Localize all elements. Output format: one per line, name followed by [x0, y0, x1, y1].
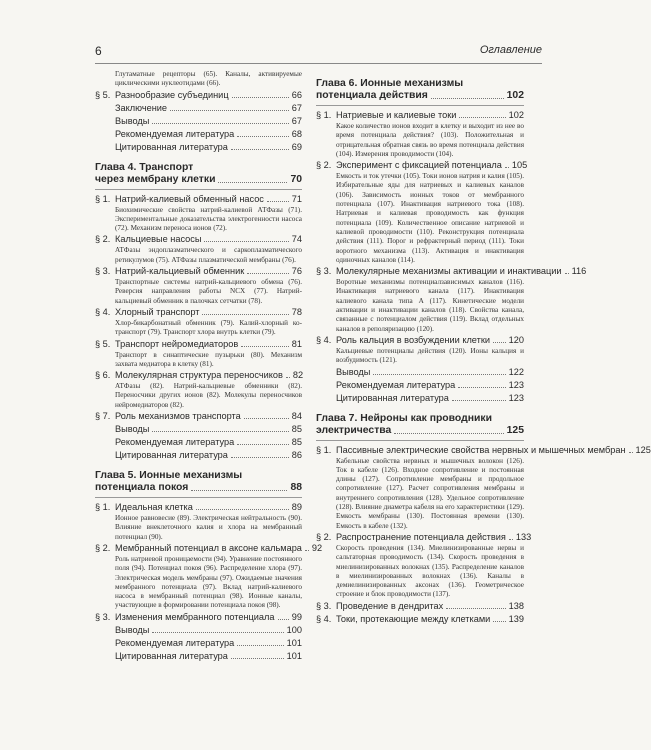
chapter-title-line: [95, 470, 302, 482]
entry-title: Выводы: [336, 366, 371, 377]
entry-page: 123: [508, 392, 524, 403]
toc-entry-row: [95, 449, 302, 462]
entry-page: 85: [291, 424, 302, 435]
toc-entry-row: [95, 637, 302, 650]
toc-entry[interactable]: [95, 650, 302, 663]
leader-dots: [493, 621, 505, 622]
entry-page: 85: [291, 437, 302, 448]
leader-dots: [231, 457, 289, 458]
entry-page: 139: [508, 613, 524, 624]
leader-dots: [204, 241, 288, 242]
leader-dots: [241, 346, 289, 347]
toc-entry[interactable]: [95, 338, 302, 351]
toc-entry[interactable]: [95, 102, 302, 115]
entry-title: Токи, протекающие между клетками: [336, 613, 491, 624]
toc-entry[interactable]: [316, 159, 528, 172]
section-number: § 4.: [95, 306, 111, 317]
toc-description: Емкость и ток утечки (105). Токи ионов натрия и калия (105). Избирательные яды для натриевых и калиевых каналов (106). Зависимость ионных токов от мембранного потенциала (107). Инактивация натриевого тока (108). Натриевая и калиевая проводимость как функция потенциала (109). Количественное описание натриевой и калиевой проводимости (110). Реконструкция потенциала действия (111). Порог и рефрактерный период (111). Токи воротного механизма (113). Активация и инактивация одиночных каналов (114).: [336, 172, 524, 264]
entry-page: 101: [286, 650, 302, 661]
chapter-title-line: [316, 425, 524, 437]
toc-description: АТФазы (82). Натрий-кальциевые обменники (82). Переносчики других ионов (82). Молекулы переносчиков нейромедиаторов (82).: [115, 382, 302, 409]
section-number: § 2.: [95, 234, 111, 245]
entry-title: Идеальная клетка: [115, 502, 193, 513]
section-number: § 1.: [316, 110, 332, 120]
leader-dots: [218, 182, 287, 183]
toc-entry[interactable]: [316, 109, 524, 122]
toc-entry[interactable]: [316, 600, 524, 613]
entry-title: Рекомендуемая литература: [336, 379, 456, 390]
leader-dots: [493, 342, 506, 343]
toc-description: Транспортные системы натрий-кальциевого обмена (76). Реверсия направления работы NCX (77). Натрий-кальциевый обменник в палочках сетчатки (78).: [115, 278, 302, 305]
chapter-heading[interactable]: [316, 78, 524, 106]
entry-title: Роль механизмов транспорта: [115, 411, 241, 422]
toc-description: Кабельные свойства нервных и мышечных волокон (126). Ток в кабеле (126). Входное сопротивление и постоянная длины (127). Сопротивление мембраны и продольное сопротивление (127). Расчет сопротивления мембраны и внутреннего сопротивления (128). Удельное сопротивление (128). Влияние диаметра кабеля на его характеристики (129). Емкость мембраны (130). Постоянная времени (130). Емкость в кабеле (132).: [336, 456, 524, 530]
entry-page: 67: [291, 102, 302, 113]
entry-page: 81: [291, 338, 302, 349]
chapter-separator: [316, 440, 524, 441]
toc-entry-row: [316, 334, 524, 347]
chapter-title-line: [95, 174, 302, 186]
entry-title: Хлорный транспорт: [115, 306, 200, 317]
chapter-title-line: [316, 90, 524, 102]
leader-dots: [629, 452, 633, 453]
section-number: § 3.: [316, 600, 332, 611]
toc-entry-row: [95, 410, 302, 423]
page-number: 6: [95, 44, 102, 58]
leader-dots: [170, 110, 289, 111]
leader-dots: [247, 273, 289, 274]
entry-title: Рекомендуемая литература: [115, 437, 235, 448]
section-number: § 4.: [316, 334, 332, 345]
entry-page: 102: [508, 110, 524, 120]
header-rule: [95, 63, 542, 64]
toc-entry-row: [95, 141, 302, 154]
toc-entry-row: [95, 338, 302, 351]
toc-entry[interactable]: [316, 334, 524, 347]
entry-page: 66: [291, 89, 302, 100]
leader-dots: [232, 97, 289, 98]
toc-entry[interactable]: [316, 444, 651, 457]
toc-entry-row: [95, 423, 302, 436]
toc-entry[interactable]: [95, 233, 302, 246]
toc-entry-row: [316, 109, 524, 122]
chapter-title: Глава 7. Нейроны как проводники: [316, 412, 492, 424]
chapter-separator: [95, 497, 302, 498]
running-head: Оглавление: [479, 44, 542, 56]
toc-entry-row: [95, 193, 302, 206]
toc-entry[interactable]: [95, 542, 323, 555]
toc-entry[interactable]: [316, 265, 587, 278]
leader-dots: [305, 550, 309, 551]
toc-entry[interactable]: [316, 366, 524, 379]
entry-page: 100: [286, 624, 302, 635]
leader-dots: [565, 273, 569, 274]
chapter-title: электричества: [316, 424, 392, 436]
toc-entry[interactable]: [95, 637, 302, 650]
entry-title: Заключение: [115, 102, 168, 113]
toc-entry[interactable]: [95, 141, 302, 154]
section-number: § 5.: [95, 89, 111, 100]
toc-description: Биохимические свойства натрий-калиевой АТФазы (71). Экспериментальные доказательства электрогенности насоса (72). Механизм переноса ионов (72).: [115, 205, 302, 233]
entry-title: Разнообразие субъединиц: [115, 89, 229, 100]
chapter-page: 88: [290, 482, 302, 494]
entry-page: 120: [508, 334, 524, 345]
entry-page: 68: [291, 128, 302, 139]
toc-entry[interactable]: [95, 501, 302, 514]
leader-dots: [191, 490, 287, 491]
entry-page: 69: [291, 141, 302, 152]
entry-page: 125: [635, 444, 651, 455]
toc-entry-row: [316, 159, 528, 172]
toc-entry-row: [316, 265, 587, 278]
entry-title: Выводы: [115, 624, 150, 635]
toc-entry-row: [95, 650, 302, 663]
toc-entry-row: [316, 600, 524, 613]
chapter-title-line: [316, 78, 524, 90]
leader-dots: [394, 433, 503, 434]
chapter-title: Глава 4. Транспорт: [95, 161, 194, 173]
chapter-heading[interactable]: [95, 162, 302, 190]
toc-description: Воротные механизмы потенциалзависимых каналов (116). Инактивация натриевого канала (117). Инактивация калиевого канала типа А (117). Кинетические модели активации и инактивации каналов (118). Свойства канала, связанные с потенциалом действия (119). Вклад отдельных каналов в реполяризацию (120).: [336, 278, 524, 333]
toc-entry-row: [95, 89, 302, 102]
entry-page: 74: [291, 234, 302, 245]
entry-page: 133: [515, 531, 532, 542]
toc-entry-row: [95, 542, 323, 555]
toc-description: Какое количество ионов входит в клетку и выходит из нее во время потенциала действия? (103). Положительная и отрицательная обратная связь во время потенциала действия (104). Измерения проводимости (104).: [336, 122, 524, 158]
toc-entry[interactable]: [316, 379, 524, 392]
toc-entry[interactable]: [95, 410, 302, 423]
entry-title: Натрий-кальциевый обменник: [115, 266, 245, 277]
section-number: § 6.: [95, 370, 111, 381]
chapter-title-line: [95, 482, 302, 494]
toc-entry-row: [95, 611, 302, 624]
toc-description: АТФазы эндоплазматического и саркоплазматического ретикулумов (75). АТФазы плазматической мембраны (76).: [115, 246, 302, 264]
toc-entry[interactable]: [95, 449, 302, 462]
toc-description: Скорость проведения (134). Миелинизированные нервы и сальтаторная проводимость (134). Скорость проведения в миелинизированных волокнах (135). Распределение каналов в миелинизированных волокнах (136). Каналы в демиелинизированных аксонах (136). Геометрическое строение и блок проводимости (137).: [336, 543, 524, 599]
toc-entry-row: [95, 233, 302, 246]
entry-page: 82: [292, 370, 304, 381]
leader-dots: [446, 608, 505, 609]
toc-column-right: [316, 70, 651, 626]
toc-entry-row: [95, 436, 302, 449]
chapter-separator: [95, 189, 302, 190]
entry-title: Цитированная литература: [115, 650, 228, 661]
entry-title: Рекомендуемая литература: [115, 128, 235, 139]
section-number: § 1.: [316, 444, 332, 455]
entry-page: 123: [508, 379, 524, 390]
chapter-title: потенциала покоя: [95, 482, 189, 494]
toc-description: Роль натриевой проницаемости (94). Уравнение постоянного поля (94). Потенциал покоя (96). Распределение хлора (97). Электрическая модель мембраны (97). Ожидаемые значения мембранного потенциала (97). Вклад натрий-калиевого насоса в мембранный потенциал (98). Ионные каналы, участвующие в формировании потенциала покоя (98).: [115, 554, 302, 610]
entry-page: 84: [291, 411, 302, 422]
toc-entry-row: [95, 306, 302, 319]
entry-page: 92: [311, 542, 323, 553]
leader-dots: [278, 619, 289, 620]
leader-dots: [459, 117, 505, 118]
toc-entry[interactable]: [95, 436, 302, 449]
entry-title: Мембранный потенциал в аксоне кальмара: [115, 542, 302, 553]
toc-entry-row: [95, 128, 302, 141]
entry-page: 71: [291, 193, 302, 204]
entry-page: 116: [571, 266, 587, 277]
chapter-title-line: [95, 162, 302, 174]
entry-title: Роль кальция в возбуждении клетки: [336, 334, 490, 345]
entry-title: Изменения мембранного потенциала: [115, 611, 275, 622]
toc-entry[interactable]: [95, 306, 302, 319]
section-number: § 1.: [95, 193, 111, 204]
leader-dots: [202, 314, 288, 315]
toc-entry[interactable]: [95, 624, 302, 637]
entry-title: Молекулярные механизмы активации и инактивации: [336, 266, 562, 277]
section-number: § 2.: [95, 542, 111, 553]
leader-dots: [373, 374, 505, 375]
section-number: § 3.: [316, 266, 332, 277]
leader-dots: [509, 539, 513, 540]
leader-dots: [505, 167, 509, 168]
chapter-heading[interactable]: [95, 470, 302, 498]
entry-title: Распространение потенциала действия: [336, 531, 506, 542]
entry-page: 78: [291, 306, 302, 317]
toc-entry-row: [316, 613, 524, 626]
entry-title: Кальциевые насосы: [115, 234, 202, 245]
entry-title: Натриевые и калиевые токи: [336, 110, 457, 120]
entry-title: Цитированная литература: [336, 392, 449, 403]
chapter-heading[interactable]: [316, 413, 524, 441]
leader-dots: [152, 431, 288, 432]
section-number: § 3.: [95, 611, 111, 622]
toc-entry[interactable]: [95, 423, 302, 436]
leader-dots: [231, 658, 284, 659]
section-number: § 1.: [95, 502, 111, 513]
entry-page: 67: [291, 115, 302, 126]
toc-column-left: [95, 70, 323, 663]
entry-title: Проведение в дендритах: [336, 600, 444, 611]
entry-page: 105: [511, 160, 528, 171]
entry-page: 101: [286, 637, 302, 648]
toc-description: Хлор-бикарбонатный обменник (79). Калий-хлорный ко-транспорт (79). Транспорт хлора внутрь клетки (79).: [115, 318, 302, 337]
leader-dots: [152, 632, 283, 633]
toc-entry-row: [95, 102, 302, 115]
leader-dots: [244, 418, 289, 419]
toc-entry[interactable]: [316, 613, 524, 626]
toc-description: Кальциевые потенциалы действия (120). Ионы кальция и возбудимость (121).: [336, 346, 524, 365]
toc-entry[interactable]: [316, 392, 524, 405]
toc-entry-row: [95, 115, 302, 128]
toc-entry[interactable]: [95, 128, 302, 141]
entry-title: Эксперимент с фиксацией потенциала: [336, 160, 502, 171]
chapter-title: Глава 6. Ионные механизмы: [316, 78, 464, 89]
toc-entry[interactable]: [95, 115, 302, 128]
toc-entry-row: [95, 265, 302, 278]
entry-page: 138: [508, 600, 524, 611]
toc-entry-row: [95, 369, 302, 382]
toc-entry-row: [316, 392, 524, 405]
entry-title: Выводы: [115, 424, 150, 435]
toc-entry[interactable]: [95, 193, 302, 206]
toc-entry-row: [316, 366, 524, 379]
entry-page: 89: [291, 502, 302, 513]
leader-dots: [231, 149, 289, 150]
entry-title: Цитированная литература: [115, 141, 228, 152]
entry-title: Натрий-калиевый обменный насос: [115, 193, 264, 204]
entry-page: 86: [291, 450, 302, 461]
leader-dots: [152, 123, 288, 124]
toc-entry-row: [95, 624, 302, 637]
entry-title: Транспорт нейромедиаторов: [115, 338, 239, 349]
leader-dots: [452, 400, 506, 401]
page-header: [95, 44, 542, 60]
section-number: § 2.: [316, 531, 332, 542]
chapter-title: Глава 5. Ионные механизмы: [95, 470, 243, 482]
chapter-title: через мембрану клетки: [95, 173, 216, 185]
chapter-page: 70: [290, 173, 302, 185]
leader-dots: [237, 444, 289, 445]
leader-dots: [237, 645, 283, 646]
section-number: § 2.: [316, 160, 332, 171]
entry-page: 99: [291, 611, 302, 622]
toc-entry[interactable]: [95, 265, 302, 278]
chapter-title: потенциала действия: [316, 90, 428, 101]
section-number: § 5.: [95, 338, 111, 349]
leader-dots: [286, 377, 290, 378]
chapter-title-line: [316, 413, 524, 425]
chapter-page: 102: [506, 90, 524, 101]
section-number: § 4.: [316, 613, 332, 624]
leader-dots: [196, 509, 289, 510]
leader-dots: [237, 136, 289, 137]
toc-entry[interactable]: [95, 611, 302, 624]
section-number: § 7.: [95, 411, 111, 422]
toc-entry[interactable]: [95, 89, 302, 102]
toc-entry-row: [316, 531, 532, 544]
toc-description: Ионное равновесие (89). Электрическая нейтральность (90). Влияние внеклеточного калия и хлора на мембранный потенциал (90).: [115, 514, 302, 541]
toc-entry-row: [316, 379, 524, 392]
chapter-page: 125: [506, 424, 524, 436]
entry-title: Цитированная литература: [115, 450, 228, 461]
entry-title: Выводы: [115, 115, 150, 126]
toc-description: Глутаматные рецепторы (65). Каналы, активируемые циклическими нуклеотидами (66).: [115, 70, 302, 88]
toc-entry[interactable]: [95, 369, 302, 382]
entry-page: 122: [508, 366, 524, 377]
entry-title: Рекомендуемая литература: [115, 637, 235, 648]
entry-title: Пассивные электрические свойства нервных и мышечных мембран: [336, 444, 626, 455]
toc-entry-row: [95, 501, 302, 514]
section-number: § 3.: [95, 266, 111, 277]
entry-page: 76: [291, 266, 302, 277]
entry-title: Молекулярная структура переносчиков: [115, 370, 283, 381]
chapter-separator: [316, 105, 524, 106]
leader-dots: [267, 201, 289, 202]
leader-dots: [458, 387, 505, 388]
toc-entry-row: [316, 444, 651, 457]
toc-description: Транспорт в синаптические пузырьки (80). Механизм захвата медиатора в клетку (81).: [115, 350, 302, 368]
toc-entry[interactable]: [316, 531, 532, 544]
leader-dots: [431, 98, 504, 99]
